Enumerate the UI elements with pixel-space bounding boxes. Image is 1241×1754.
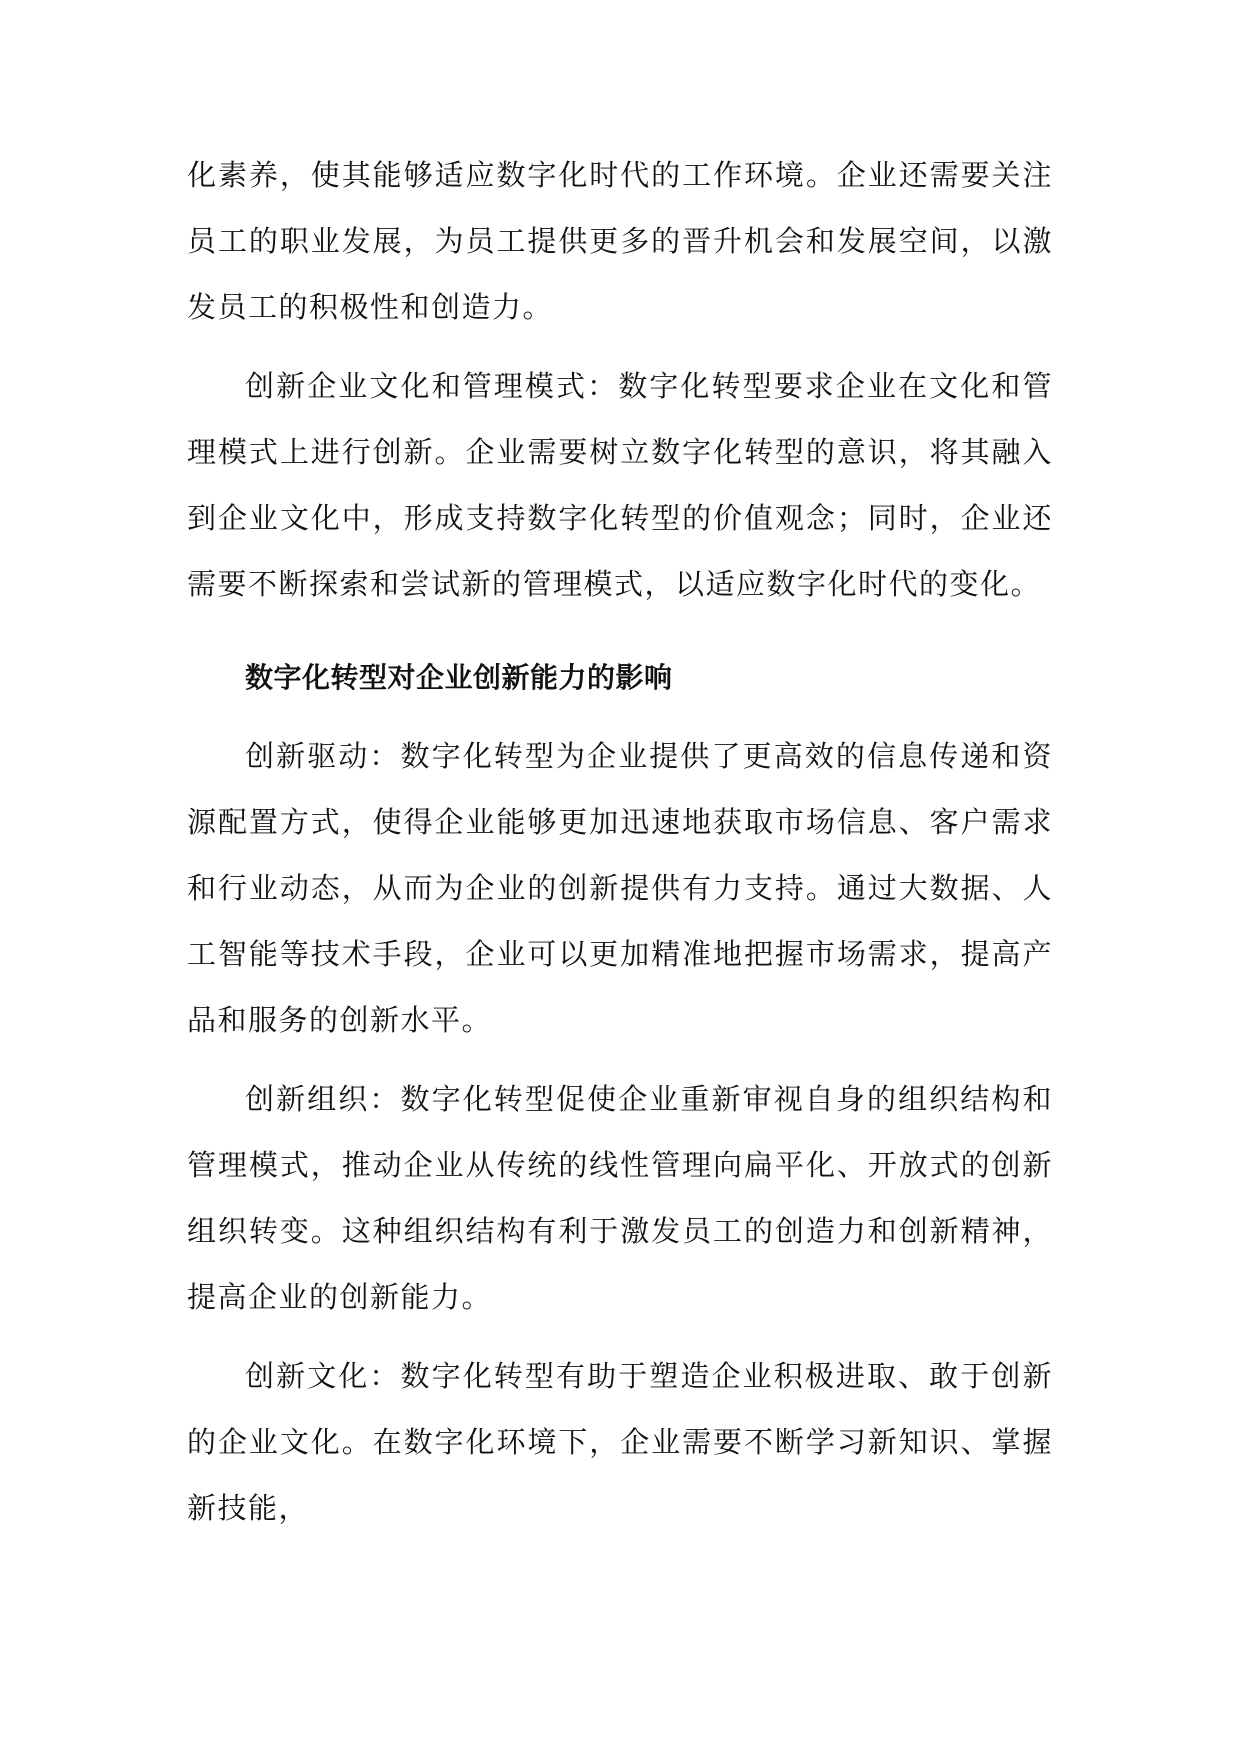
document-body bbox=[187, 142, 1053, 1541]
body-paragraph: 创新企业文化和管理模式：数字化转型要求企业在文化和管理模式上进行创新。企业需要树立数字化转型的意识，将其融入到企业文化中，形成支持数字化转型的价值观念；同时，企业还需要不断探索和尝试新的管理模式，以适应数字化时代的变化。 bbox=[187, 369, 1053, 601]
body-paragraph-continued: 化素养，使其能够适应数字化时代的工作环境。企业还需要关注员工的职业发展，为员工提供更多的晋升机会和发展空间，以激发员工的积极性和创造力。 bbox=[187, 158, 1053, 324]
body-paragraph: 创新文化：数字化转型有助于塑造企业积极进取、敢于创新的企业文化。在数字化环境下，企业需要不断学习新知识、掌握新技能， bbox=[187, 1359, 1053, 1525]
body-paragraph: 创新驱动：数字化转型为企业提供了更高效的信息传递和资源配置方式，使得企业能够更加迅速地获取市场信息、客户需求和行业动态，从而为企业的创新提供有力支持。通过大数据、人工智能等技术手段，企业可以更加精准地把握市场需求，提高产品和服务的创新水平。 bbox=[187, 739, 1053, 1037]
section-heading: 数字化转型对企业创新能力的影响 bbox=[245, 661, 673, 694]
body-paragraph: 创新组织：数字化转型促使企业重新审视自身的组织结构和管理模式，推动企业从传统的线性管理向扁平化、开放式的创新组织转变。这种组织结构有利于激发员工的创造力和创新精神，提高企业的创新能力。 bbox=[187, 1082, 1053, 1314]
